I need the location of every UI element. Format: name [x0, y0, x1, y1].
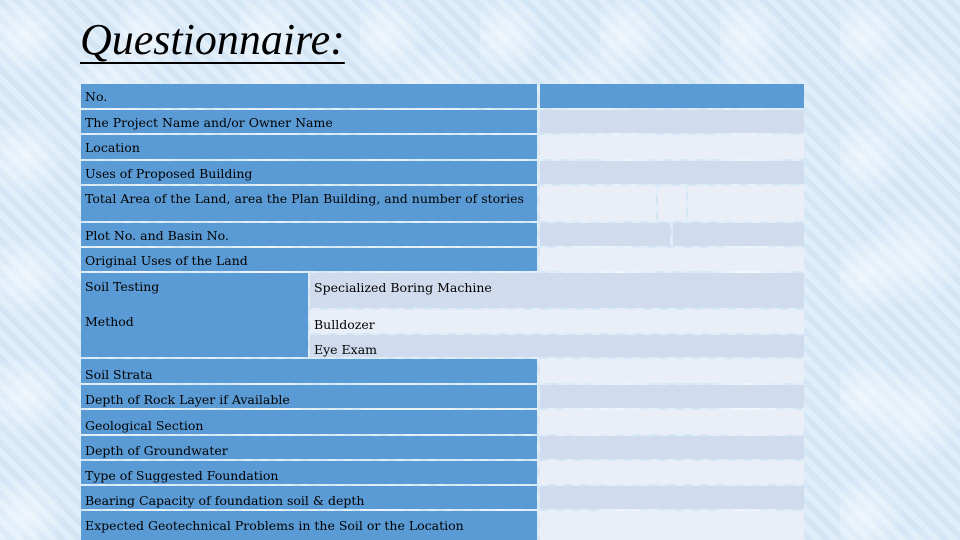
- row-label-groundwater-depth: Depth of Groundwater: [81, 436, 537, 459]
- row-label-no: No.: [81, 84, 537, 108]
- row-label-geological-section: Geological Section: [81, 410, 537, 434]
- row-value-basin-no[interactable]: [673, 223, 804, 246]
- row-value-uses-building[interactable]: [540, 161, 804, 184]
- row-value-geotechnical-problems[interactable]: [540, 511, 804, 540]
- row-label-soil-strata: Soil Strata: [81, 359, 537, 383]
- method-option-bulldozer[interactable]: Bulldozer: [310, 310, 804, 333]
- row-label-original-uses: Original Uses of the Land: [81, 248, 537, 271]
- row-label-rock-depth: Depth of Rock Layer if Available: [81, 385, 537, 408]
- soil-testing-title: Soil Testing: [85, 279, 160, 294]
- row-value-original-uses[interactable]: [540, 248, 804, 271]
- soil-testing-method: Method: [85, 314, 134, 329]
- method-option-boring-machine[interactable]: Specialized Boring Machine: [310, 273, 804, 308]
- row-label-plot-basin: Plot No. and Basin No.: [81, 223, 537, 246]
- row-value-plan-area[interactable]: [658, 186, 686, 221]
- row-label-project-name: The Project Name and/or Owner Name: [81, 110, 537, 133]
- row-label-foundation-type: Type of Suggested Foundation: [81, 461, 537, 484]
- row-value-rock-depth[interactable]: [540, 385, 804, 408]
- row-label-uses-building: Uses of Proposed Building: [81, 161, 537, 184]
- row-label-geotechnical-problems: Expected Geotechnical Problems in the Soil or the Location: [81, 511, 537, 540]
- row-value-bearing-capacity[interactable]: [540, 486, 804, 509]
- row-value-soil-strata[interactable]: [540, 359, 804, 383]
- row-value-geological-section[interactable]: [540, 410, 804, 434]
- row-value-stories[interactable]: [688, 186, 804, 221]
- row-value-plot-no[interactable]: [540, 223, 670, 246]
- row-value-land-area[interactable]: [540, 186, 656, 221]
- row-value-location[interactable]: [540, 135, 804, 159]
- row-label-location: Location: [81, 135, 537, 159]
- row-label-bearing-capacity: Bearing Capacity of foundation soil & depth: [81, 486, 537, 509]
- row-label-total-area: Total Area of the Land, area the Plan Building, and number of stories: [81, 186, 537, 221]
- row-value-project-name[interactable]: [540, 110, 804, 133]
- method-option-eye-exam[interactable]: Eye Exam: [310, 335, 804, 357]
- row-value-groundwater-depth[interactable]: [540, 436, 804, 459]
- row-value-no[interactable]: [540, 84, 804, 108]
- soil-testing-label: [81, 273, 308, 357]
- slide-title: Questionnaire:: [80, 15, 345, 64]
- row-value-foundation-type[interactable]: [540, 461, 804, 484]
